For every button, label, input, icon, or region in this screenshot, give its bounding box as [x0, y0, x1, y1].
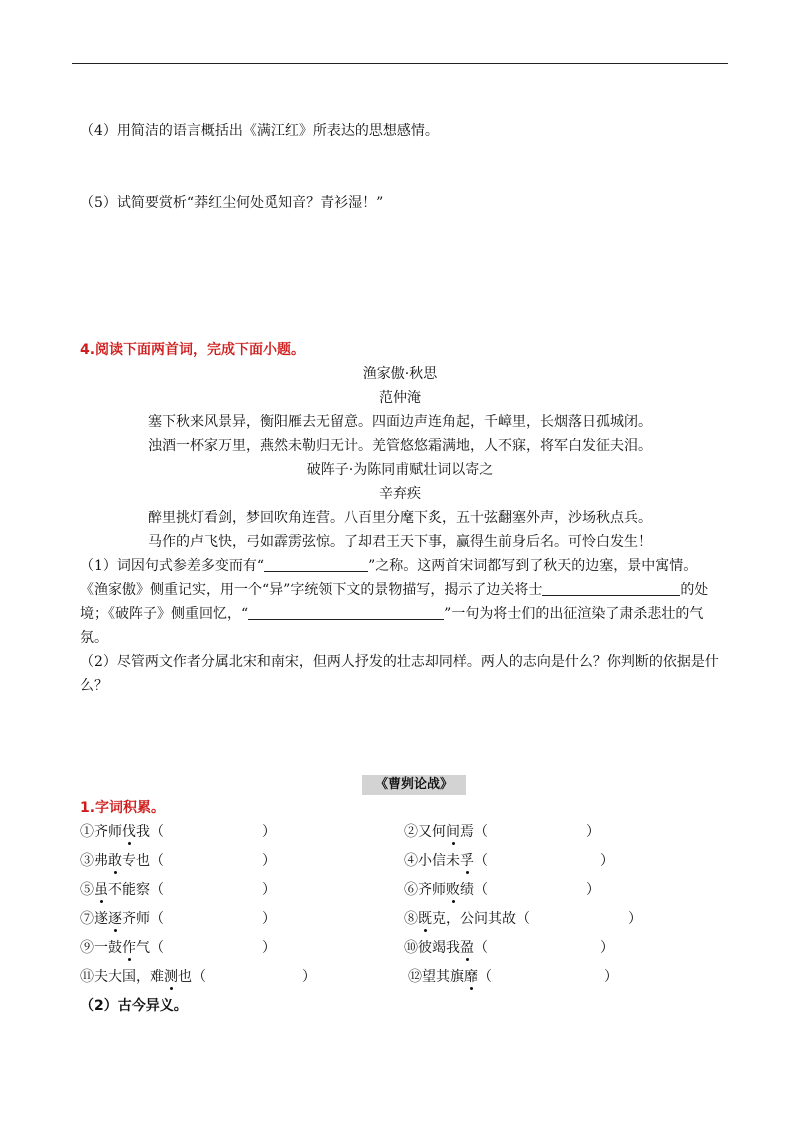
vocab-item: ⑪夫大国，难测也（ ） [80, 969, 316, 985]
sub2-line2: 么？ [80, 678, 108, 694]
header-rule [72, 63, 728, 64]
sub1-line2 [80, 580, 708, 600]
sub1-line3 [80, 604, 703, 624]
vocab-item: ④小信未孚（ ） [404, 853, 614, 869]
sub1-text-e: 境；《破阵子》侧重回忆，“ [80, 606, 249, 622]
question-4-prev: （4）用简洁的语言概括出《满江红》所表达的思想感情。 [80, 123, 439, 139]
poem2-line1: 醉里挑灯看剑，梦回吹角连营。八百里分麾下炙，五十弦翻塞外声，沙场秋点兵。 [148, 510, 652, 526]
sub2-line1: （2）尽管两文作者分属北宋和南宋，但两人抒发的壮志却同样。两人的志向是什么？你判断的依据是什 [80, 654, 719, 670]
poem2-line2: 马作的卢飞快，弓如霹雳弦惊。了却君王天下事，赢得生前身后名。可怜白发生！ [148, 534, 652, 550]
sub1-text-f: ”一句为将士们的出征渲染了肃杀悲壮的气 [444, 606, 704, 622]
sub1-text-c: 《渔家傲》侧重记实，用一个“异”字统领下文的景物描写，揭示了边关将士 [80, 582, 543, 598]
vocab-item: ⑨一鼓作气（ ） [80, 940, 276, 956]
sub1-line1 [80, 556, 697, 576]
vocab-item: ②又何间焉（ ） [404, 824, 600, 840]
answer-blank[interactable] [264, 557, 368, 572]
poem2-author: 辛弃疾 [379, 486, 421, 502]
vocab-item: ⑩彼竭我盈（ ） [404, 940, 614, 956]
poem1-title: 渔家傲·秋思 [362, 366, 438, 382]
vocab-heading: 1.字词积累。 [80, 800, 166, 816]
sub1-text-a: （1）词因句式参差多变而有“ [80, 558, 265, 574]
poem1-line1: 塞下秋来风景异，衡阳雁去无留意。四面边声连角起，千嶂里，长烟落日孤城闭。 [148, 414, 652, 430]
vocab-item: ⑤虽不能察（ ） [80, 882, 276, 898]
answer-blank[interactable] [542, 581, 680, 596]
sub1-line4: 氛。 [80, 630, 108, 646]
poem1-line2: 浊酒一杯家万里，燕然未勒归无计。羌管悠悠霜满地，人不寐，将军白发征夫泪。 [148, 438, 652, 454]
poem2-title: 破阵子·为陈同甫赋壮词以寄之 [306, 462, 494, 478]
poem1-author: 范仲淹 [379, 390, 421, 406]
vocab-item: ⑧既克，公问其故（ ） [404, 911, 642, 927]
question-4-heading: 4.阅读下面两首词，完成下面小题。 [80, 342, 306, 358]
vocab-item: ⑥齐师败绩（ ） [404, 882, 600, 898]
sub1-text-d: 的处 [680, 582, 709, 598]
sub1-text-b: ”之称。这两首宋词都写到了秋天的边塞，景中寓情。 [368, 558, 698, 574]
vocab-sub2-heading: （2）古今异义。 [80, 998, 188, 1014]
vocab-item: ⑫望其旗靡（ ） [408, 969, 618, 985]
vocab-item: ③弗敢专也（ ） [80, 853, 276, 869]
vocab-item: ⑦遂逐齐师（ ） [80, 911, 276, 927]
vocab-item: ①齐师伐我（ ） [80, 824, 276, 840]
section-title: 《曹刿论战》 [362, 775, 466, 795]
question-5-prev: （5）试简要赏析“莽红尘何处觅知音？青衫湿！” [80, 195, 384, 211]
answer-blank[interactable] [248, 605, 444, 620]
